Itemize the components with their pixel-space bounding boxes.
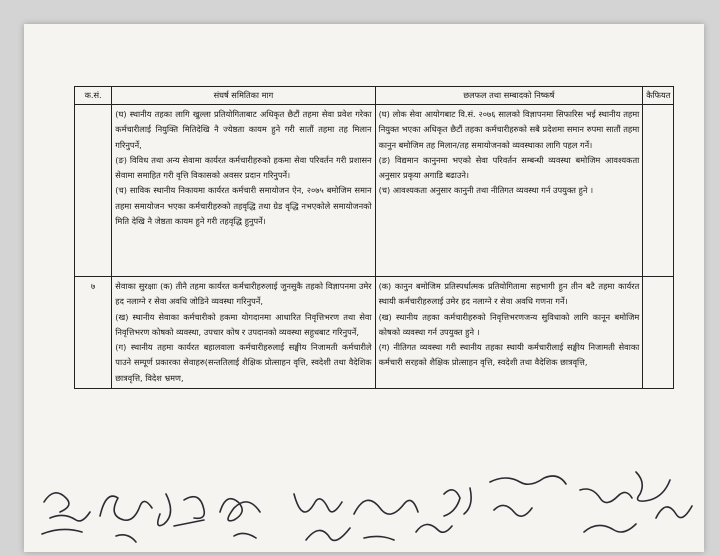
signature <box>490 476 566 516</box>
header-serial-number: क.सं. <box>75 87 112 105</box>
signature <box>294 494 350 540</box>
demand-item: सेवाका सुरक्षाः (क) तीनै तहमा कार्यरत कर्मचारीहरुलाई जुनसुकै तहको विज्ञापनमा उमेर हद नलाग्ने र सेवा अवधि जोडिने व्यवस्था गरिनुपर्ने, <box>115 281 372 307</box>
outcome-item: (ग) नीतिगत व्यवस्था गरी स्थानीय तहका स्थायी कर्मचारीलाई सङ्घीय निजामती सेवाका कर्मचारी सरहको शैक्षिक प्रोत्साहन वृत्ति, स्वदेशी तथा वैदेशिक छात्रवृत्ति, <box>378 342 640 368</box>
signature-area <box>24 454 704 552</box>
signature <box>220 499 260 538</box>
outcome-cell <box>375 105 643 277</box>
demand-item: (च) साविक स्थानीय निकायमा कार्यरत कर्मचारी समायोजन ऐन, २०७५ बमोजिम समान तहमा समायोजन भएका कर्मचारीहरुको तहवृद्धि तथा ग्रेड वृद्धि नभएकोले समायोजनको मिति देखि नै जेष्ठता कायम हुने गरी तहवृद्धि हुनुपर्ने। <box>115 185 372 227</box>
header-discussion-conclusion: छलफल तथा सम्बादको निष्कर्ष <box>375 87 643 105</box>
outcome-item: (क) कानुन बमोजिम प्रतिस्पर्धात्मक प्रतियोगितामा सहभागी हुन तीन बटै तहमा कार्यरत स्थायी कर्मचारीहरुलाई उमेर हद नलाग्ने र सेवा अवधि गणना गर्ने। <box>378 281 640 307</box>
signature <box>158 494 205 526</box>
signature <box>416 488 471 532</box>
outcome-item: (ख) स्थानीय तहका कर्मचारीहरुको निवृत्तिभरणजन्य सुविधाको लागि कानून बमोजिम कोषको व्यवस्था गर्न उपयुक्त हुने । <box>378 311 640 337</box>
table-header-row <box>75 87 674 105</box>
outcome-cell <box>375 277 643 389</box>
header-committee-demands: संघर्ष समितिका माग <box>112 87 375 105</box>
signature <box>100 496 152 542</box>
table-row <box>75 277 674 389</box>
row-serial-number <box>75 105 112 277</box>
demand-item: (घ) स्थानीय तहका लागि खुल्ला प्रतियोगिताबाट अधिकृत छैटौं तहमा सेवा प्रवेश गरेका कर्मचारीलाई नियुक्ति मितिदेखि नै ज्येष्ठता कायम हुने गरी सातौं तहमा तह मिलान गरिनुपर्ने, <box>115 109 372 150</box>
remarks-cell <box>643 105 674 277</box>
header-remarks: कैफियत <box>643 87 674 105</box>
demand-item: (ङ) विविध तथा अन्य सेवामा कार्यरत कर्मचारीहरुको हकमा सेवा परिवर्तन गरी प्रशासन सेवामा समाहित गरी वृत्ति विकासको अवसर प्रदान गरिनुपर्ने। <box>115 154 372 181</box>
scanned-page <box>24 24 704 552</box>
outcome-item: (च) आवश्यकता अनुसार कानुनी तथा नीतिगत व्यवस्था गर्न उपयुक्त हुने । <box>378 185 594 196</box>
demand-cell <box>112 105 375 277</box>
outcome-item: (ङ) विद्यमान कानुनमा भएको सेवा परिवर्तन सम्बन्धी व्यवस्था बमोजिम आवश्यकता अनुसार प्रकृया अगाडि बढाउने। <box>378 154 640 181</box>
signature <box>354 500 418 540</box>
demand-item: (ख) स्थानीय सेवाका कर्मचारीको हकमा योगदानमा आधारित निवृत्तिभरण तथा सेवा निवृत्तिभरण कोषको व्यवस्था, उपचार कोष र उपदानको व्यवस्था सहुधबाट गरिनुपर्ने, <box>115 311 372 337</box>
handwritten-signatures <box>24 454 704 552</box>
outcome-item: (घ) लोक सेवा आयोगबाट वि.सं. २०७६ सालको विज्ञापनमा सिफारिस भई स्थानीय तहमा नियुक्त भएका अधिकृत छैटौं तहका कर्मचारीहरुको सबै प्रदेशमा समान रुपमा सातौं तहमा कानुन बमोजिम तह मिलान/तह समायोजनको व्यवस्थाका लागि पहल गर्ने। <box>378 109 640 150</box>
remarks-cell <box>643 277 674 389</box>
row-serial-number: ७ <box>75 277 112 389</box>
demand-item: (ग) स्थानीय तहमा कार्यरत बहालवाला कर्मचारीहरुलाई सङ्घीय निजामती कर्मचारीले पाउने सम्पूर्ण प्रकारका सेवाहरु(सन्ततिलाई शैक्षिक प्रोत्साहन वृत्ति, स्वदेशी तथा वैदेशिक छात्रवृत्ति, विदेश भ्रमण, <box>115 342 372 383</box>
demand-cell <box>112 277 375 389</box>
table-row <box>75 105 674 277</box>
agreement-table <box>74 86 674 389</box>
signature <box>636 472 692 518</box>
signature <box>42 493 90 534</box>
signature <box>580 489 636 532</box>
